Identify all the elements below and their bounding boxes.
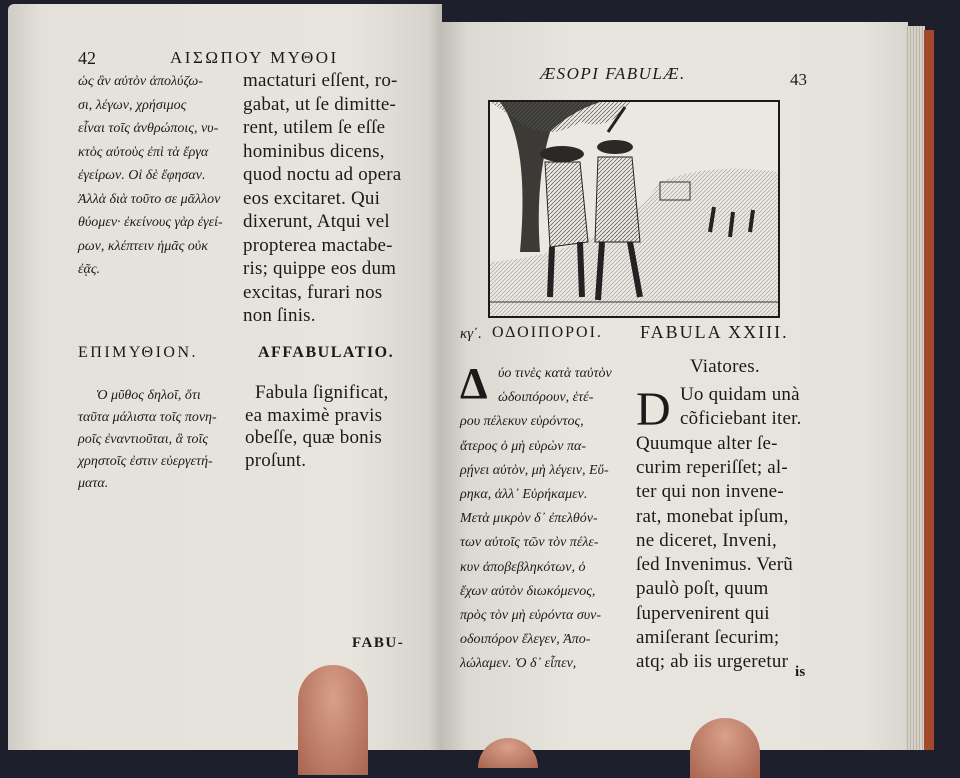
text-line: proſunt. [245,449,307,471]
text-line: dixerunt, Atqui vel [243,211,390,232]
text-line: amiſerant ſecurim; [636,627,780,648]
text-line: cõficiebant iter. [680,408,802,430]
text-line: Fabula ſignificat, [255,382,389,403]
page-number: 43 [790,70,807,89]
text-line: ροῖς ἐναντιοῦται, ἃ τοῖς [78,432,209,447]
text-line: ſed Invenimus. Verũ [636,554,794,576]
text-line: atq; ab iis urgeretur [636,651,789,673]
book-cover [924,30,934,750]
text-line: κτὸς αὐτοὺς ἐπὶ τὰ ἔργα [78,144,209,160]
text-line: εἶναι τοῖς ἀνθρώποις, νυ- [78,121,219,136]
text-line: ρῄνει αὐτὸν, μὴ λέγειν, Εὕ- [460,462,609,478]
text-line: mactaturi eſſent, ro- [243,70,398,91]
text-line: ne diceret, Inveni, [636,529,777,551]
text-line: λώλαμεν. Ὁ δ᾽ εἶπεν, [460,656,577,672]
text-line: ὡς ἂν αὐτὸν ἀπολύζω- [78,74,203,89]
running-head: ΑΙΣΩΠΟΥ ΜΥΘΟΙ [170,48,339,67]
text-line: οδοιπόρον ἔλεγεν, Ἀπο- [460,632,591,648]
text-line: χρηστοῖς ἐστιν εὐεργετή- [78,454,213,469]
text-line: ris; quippe eos dum [243,258,397,279]
text-line: ter qui non invene- [636,481,784,503]
text-line: θύομεν· ἐκείνους γὰρ ἐγεί- [78,215,223,230]
text-line: ύο τινὲς κατὰ ταὐτὸν [498,366,612,381]
text-line: Ὁ μῦθος δηλοῖ, ὅτι [96,388,201,403]
text-line: Μετὰ μικρὸν δ᾽ ἐπελθόν- [460,511,598,527]
text-line: ea maximè pravis [245,404,383,426]
text-line: πρὸς τὸν μὴ εὑρόντα συν- [460,608,602,623]
text-line: obeſſe, quæ bonis [245,427,382,448]
latin-heading: AFFABULATIO. [258,344,395,361]
page-number: 42 [78,48,96,68]
text-line: gabat, ut ſe dimitte- [243,93,396,115]
text-line: ρου πέλεκυν εὑρόντος, [460,414,584,430]
greek-drop-cap: Δ [460,359,488,408]
text-line: Quumque alter ſe- [636,432,778,454]
fable-title-greek: ΟΔΟΙΠΟΡΟΙ. [492,324,603,341]
text-line: quod noctu ad opera [243,164,402,185]
text-line: curim reperiſſet; al- [636,456,788,478]
text-line: rat, monebat ipſum, [636,505,789,527]
greek-heading: ΕΠΙΜΥΘΙΟΝ. [78,344,199,361]
catchword: FABU- [352,635,405,651]
text-line: ἐγείρων. Οἱ δὲ ἔφησαν. [78,168,206,183]
catchword: is [795,664,806,680]
text-line: Ἀλλὰ διὰ τοῦτο σε μᾶλλον [78,191,221,207]
text-line: ρων, κλέπτειν ἡμᾶς οὐκ [78,238,208,254]
text-line: eos excitaret. Qui [243,187,381,209]
text-line: paulò poſt, quum [636,578,769,600]
text-line: ρηκα, ἀλλ᾽ Εὑρήκαμεν. [460,487,588,502]
running-head: ÆSOPI FABULÆ. [540,64,686,83]
text-line: ταῦτα μάλιστα τοῖς πονη- [78,410,217,425]
text-line: ὡδοιπόρουν, ἑτέ- [498,390,594,406]
fable-number-greek: κγ΄. [460,326,482,342]
text-line: κυν ἀποβεβληκότων, ὁ [460,559,586,575]
text-line: rent, utilem ſe eſſe [243,117,386,138]
text-line: ματα. [78,476,109,491]
fable-title-latin: FABULA XXIII. [640,322,789,342]
text-line: ſupervenirent qui [636,602,770,624]
text-line: hominibus dicens, [243,140,385,162]
woodcut-illustration [488,100,780,318]
text-line: των αὐτοῖς τῶν τὸν πέλε- [460,535,599,551]
text-line: non ſinis. [243,305,316,326]
latin-subtitle: Viatores. [690,356,760,377]
text-line: ἐᾷς. [78,262,101,277]
thumb-left [298,665,368,775]
text-line: propterea mactabe- [243,234,393,256]
text-line: ἅτερος ὁ μὴ εὑρὼν πα- [460,438,587,454]
latin-drop-cap: D [636,383,671,436]
page-edges [905,26,925,750]
text-line: ἔχων αὐτὸν διωκόμενος, [460,583,596,599]
text-line: Uo quidam unà [680,384,800,405]
text-line: excitas, furari nos [243,281,383,303]
text-line: σι, λέγων, χρήσιμος [78,97,187,113]
